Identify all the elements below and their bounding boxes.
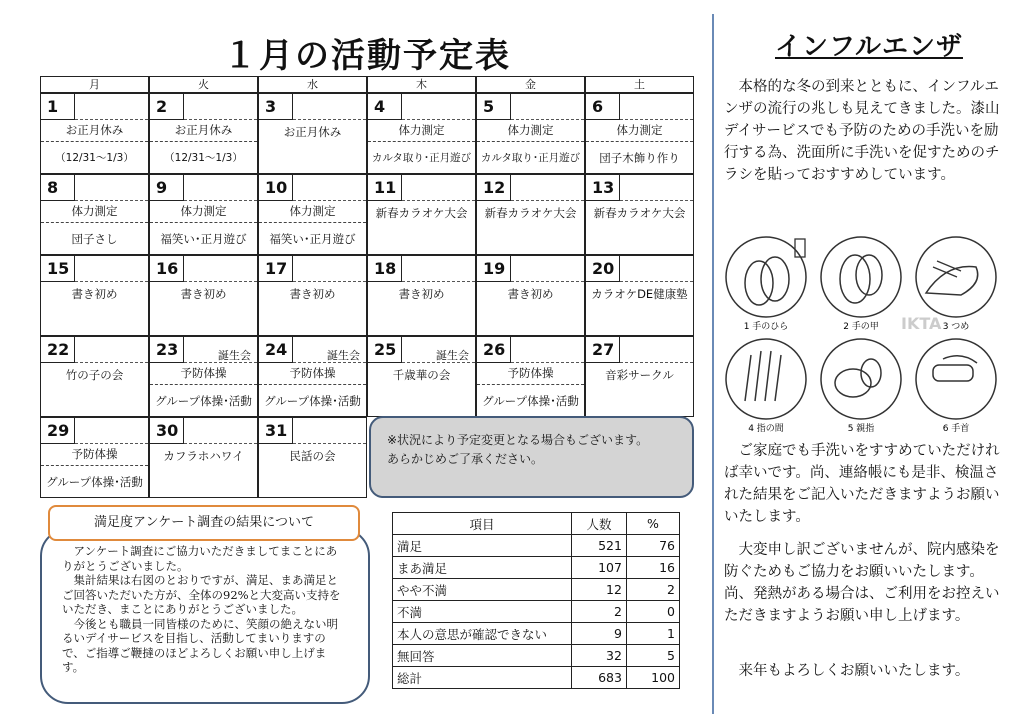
day-line	[511, 200, 584, 201]
event-primary: 体力測定	[259, 203, 366, 223]
calendar-day-cell	[40, 255, 149, 336]
day-number: 8	[41, 175, 75, 201]
day-number: 20	[586, 256, 620, 282]
day-line	[293, 281, 366, 282]
hand-step-label: 1 手のひら	[743, 322, 789, 332]
event-secondary: （12/31～1/3）	[164, 152, 243, 164]
survey-paragraph: アンケート調査にご協力いただきましてまことにありがとうございました。	[62, 544, 338, 573]
survey-title: 満足度アンケート調査の結果について	[48, 505, 360, 541]
event-primary: 千歳華の会	[392, 368, 451, 382]
day-line	[184, 200, 257, 201]
hand-step-label: 4 指の間	[748, 424, 784, 433]
event-primary: 予防体操	[259, 365, 366, 385]
birthday-note: 誕生会	[218, 349, 251, 362]
event-primary: 新春カラオケ大会	[375, 206, 468, 220]
hand-step-label: 2 手の甲	[843, 322, 879, 332]
calendar-day-cell	[40, 174, 149, 255]
day-number: 30	[150, 418, 184, 444]
handwash-step-palm	[726, 237, 806, 332]
calendar-day-cell	[40, 336, 149, 417]
day-line	[402, 200, 475, 201]
results-pct: 1	[626, 623, 679, 645]
calendar-day-cell	[585, 93, 694, 174]
calendar-day-cell	[367, 174, 476, 255]
day-line	[620, 362, 693, 363]
weekday-header: 水	[258, 76, 367, 93]
day-line	[620, 200, 693, 201]
day-number: 22	[41, 337, 75, 363]
day-number: 9	[150, 175, 184, 201]
day-number: 11	[368, 175, 402, 201]
results-pct: 2	[626, 579, 679, 601]
calendar-day-cell	[40, 417, 149, 498]
day-number: 17	[259, 256, 293, 282]
day-line	[402, 119, 475, 120]
calendar-day-cell	[476, 336, 585, 417]
results-pct: 76	[626, 535, 679, 557]
event-secondary: カルタ取り･正月遊び	[480, 152, 581, 164]
results-count: 12	[572, 579, 627, 601]
header-pct: %	[626, 513, 679, 535]
day-number: 27	[586, 337, 620, 363]
event-secondary: グループ体操･活動	[155, 394, 252, 408]
survey-text-box	[40, 528, 370, 704]
calendar-day-cell	[476, 93, 585, 174]
day-number: 18	[368, 256, 402, 282]
event-primary: 予防体操	[150, 365, 257, 385]
handwash-step-between-fingers	[726, 339, 806, 433]
day-line	[75, 119, 148, 120]
day-number: 26	[477, 337, 511, 363]
results-row	[393, 645, 680, 667]
flu-title: インフルエンザ	[775, 32, 963, 62]
calendar-day-cell	[585, 255, 694, 336]
calendar-day-cell	[476, 174, 585, 255]
watermark: IKTA	[901, 314, 942, 333]
day-line	[293, 119, 366, 120]
weekday-header: 土	[585, 76, 694, 93]
event-primary: 書き初め	[71, 287, 118, 301]
event-secondary: 福笑い･正月遊び	[160, 232, 247, 246]
flu-paragraph-4: 来年もよろしくお願いいたします。	[738, 663, 970, 679]
handwash-step-back	[821, 237, 901, 332]
handwash-step-thumb	[821, 339, 901, 433]
day-number: 13	[586, 175, 620, 201]
results-count: 2	[572, 601, 627, 623]
day-line	[511, 119, 584, 120]
calendar-title: １月の活動予定表	[223, 36, 511, 76]
results-pct: 5	[626, 645, 679, 667]
calendar-day-cell	[258, 93, 367, 174]
birthday-note: 誕生会	[436, 349, 469, 362]
weekday-header: 金	[476, 76, 585, 93]
day-number: 2	[150, 94, 184, 120]
results-label: 本人の意思が確認できない	[393, 623, 572, 645]
birthday-note: 誕生会	[327, 349, 360, 362]
results-count: 32	[572, 645, 627, 667]
day-line	[620, 281, 693, 282]
event-primary: 書き初め	[180, 287, 227, 301]
event-primary: カフラホハワイ	[163, 449, 244, 463]
calendar-day-cell	[367, 255, 476, 336]
results-label: 無回答	[393, 645, 572, 667]
results-count: 107	[572, 557, 627, 579]
notice-text: ※状況により予定変更となる場合もございます。 あらかじめご了承ください。	[387, 433, 649, 466]
event-primary: 予防体操	[477, 365, 584, 385]
event-primary: 体力測定	[368, 122, 475, 142]
calendar-day-cell	[258, 255, 367, 336]
event-primary: 書き初め	[289, 287, 336, 301]
calendar-day-cell	[585, 336, 694, 417]
day-line	[402, 281, 475, 282]
event-primary: お正月休み	[283, 125, 342, 139]
results-label: まあ満足	[393, 557, 572, 579]
weekday-header: 木	[367, 76, 476, 93]
event-secondary: グループ体操･活動	[482, 394, 579, 408]
handwash-step-wrist	[916, 339, 996, 433]
day-number: 31	[259, 418, 293, 444]
calendar-day-cell	[149, 255, 258, 336]
results-count: 9	[572, 623, 627, 645]
flu-paragraph-3: 大変申し訳ございませんが、院内感染を防ぐためもご協力をお願いいたします。尚、発熱がある場合は、ご利用をお控えいただきますようお願い申し上げます。	[724, 542, 1000, 624]
hand-step-label: 6 手首	[942, 424, 970, 433]
calendar-day-cell	[40, 93, 149, 174]
header-item: 項目	[393, 513, 572, 535]
event-secondary: 団子木飾り作り	[599, 151, 680, 165]
day-line	[184, 119, 257, 120]
day-line	[293, 200, 366, 201]
event-primary: 体力測定	[477, 122, 584, 142]
survey-results-table	[392, 512, 680, 689]
column-divider	[712, 14, 714, 714]
results-count: 683	[572, 667, 627, 689]
handwash-illustration	[721, 233, 1001, 433]
event-primary: 書き初め	[398, 287, 445, 301]
day-number: 24	[259, 337, 293, 363]
results-pct: 100	[626, 667, 679, 689]
day-number: 4	[368, 94, 402, 120]
event-primary: 民話の会	[289, 449, 336, 463]
day-line	[293, 443, 366, 444]
event-primary: 音彩サークル	[605, 368, 674, 382]
day-line	[75, 281, 148, 282]
header-count: 人数	[572, 513, 627, 535]
day-number: 5	[477, 94, 511, 120]
day-number: 1	[41, 94, 75, 120]
day-line	[620, 119, 693, 120]
event-secondary: （12/31～1/3）	[55, 152, 134, 164]
results-count: 521	[572, 535, 627, 557]
hand-step-label: 3 つめ	[942, 322, 970, 332]
notice-box	[369, 416, 694, 498]
calendar-day-cell	[476, 255, 585, 336]
survey-paragraph: 今後とも職員一同皆様のために、笑顔の絶えない明るいデイサービスを目指し、活動してまいりますので、ご指導ご鞭撻のほどよろしくお願い申し上げます。	[62, 616, 338, 674]
event-primary: カラオケDE健康塾	[591, 287, 688, 301]
calendar-day-cell	[585, 174, 694, 255]
hand-step-label: 5 親指	[847, 424, 875, 433]
event-primary: お正月休み	[41, 122, 148, 142]
flu-paragraph-2: ご家庭でも手洗いをすすめていただければ幸いです。尚、連絡帳にも是非、検温された結果をご記入いただきますようお願いいたします。	[724, 443, 1000, 525]
weekday-header: 火	[149, 76, 258, 93]
event-primary: 予防体操	[41, 446, 148, 466]
day-number: 23	[150, 337, 184, 363]
event-primary: 体力測定	[41, 203, 148, 223]
results-pct: 16	[626, 557, 679, 579]
results-label: やや不満	[393, 579, 572, 601]
event-primary: 竹の子の会	[65, 368, 124, 382]
day-number: 16	[150, 256, 184, 282]
calendar-day-cell	[149, 336, 258, 417]
event-primary: お正月休み	[150, 122, 257, 142]
day-number: 10	[259, 175, 293, 201]
event-secondary: グループ体操･活動	[46, 475, 143, 489]
results-label: 満足	[393, 535, 572, 557]
day-number: 6	[586, 94, 620, 120]
results-row	[393, 579, 680, 601]
results-row	[393, 623, 680, 645]
calendar-day-cell	[149, 93, 258, 174]
event-secondary: グループ体操･活動	[264, 394, 361, 408]
day-line	[184, 443, 257, 444]
calendar-day-cell	[367, 93, 476, 174]
event-primary: 体力測定	[150, 203, 257, 223]
results-pct: 0	[626, 601, 679, 623]
day-number: 15	[41, 256, 75, 282]
day-line	[75, 362, 148, 363]
flu-paragraph-1: 本格的な冬の到来とともに、インフルエンザの流行の兆しも見えてきました。漆山デイサービスでも予防のための手洗いを励行する為、洗面所に手洗いを促すためのチラシを貼っておすすめしています。	[724, 79, 1000, 183]
day-line	[75, 443, 148, 444]
day-number: 19	[477, 256, 511, 282]
calendar-day-cell	[149, 174, 258, 255]
weekday-header: 月	[40, 76, 149, 93]
results-label: 不満	[393, 601, 572, 623]
day-number: 25	[368, 337, 402, 363]
calendar-day-cell	[258, 336, 367, 417]
calendar-day-cell	[149, 417, 258, 498]
day-number: 12	[477, 175, 511, 201]
calendar-day-cell	[258, 417, 367, 498]
results-row	[393, 667, 680, 689]
results-row	[393, 535, 680, 557]
results-row	[393, 557, 680, 579]
event-primary: 新春カラオケ大会	[593, 206, 686, 220]
day-line	[511, 362, 584, 363]
day-number: 3	[259, 94, 293, 120]
results-row	[393, 601, 680, 623]
event-primary: 体力測定	[586, 122, 693, 142]
event-secondary: 福笑い･正月遊び	[269, 232, 356, 246]
calendar-day-cell	[367, 336, 476, 417]
event-primary: 書き初め	[507, 287, 554, 301]
event-secondary: カルタ取り･正月遊び	[371, 152, 472, 164]
event-secondary: 団子さし	[71, 232, 118, 246]
results-label: 総計	[393, 667, 572, 689]
day-number: 29	[41, 418, 75, 444]
day-line	[184, 281, 257, 282]
day-line	[511, 281, 584, 282]
event-primary: 新春カラオケ大会	[484, 206, 577, 220]
survey-paragraph: 集計結果は右図のとおりですが、満足、まあ満足とご回答いただいた方が、全体の92%と大変高い支持をいただき、まことにありがとうございました。	[62, 573, 341, 616]
calendar-day-cell	[258, 174, 367, 255]
day-line	[75, 200, 148, 201]
